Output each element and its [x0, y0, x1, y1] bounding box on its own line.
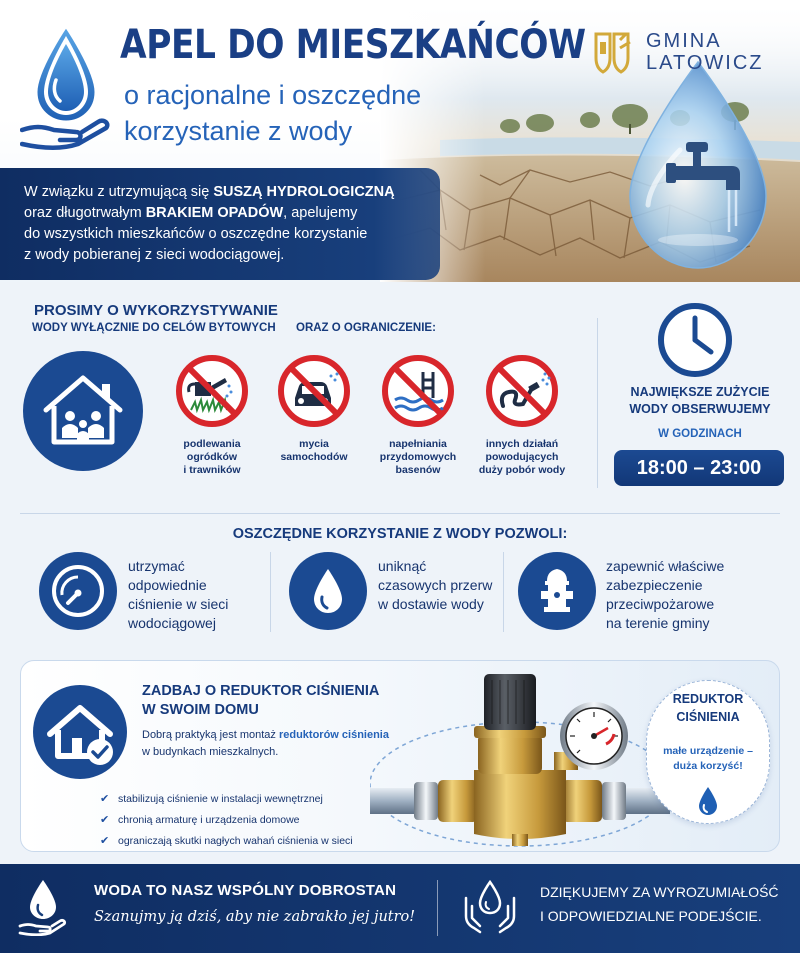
- page-subtitle: o racjonalne i oszczędne: [124, 80, 422, 110]
- intro-line1: W związku z utrzymującą się SUSZĄ HYDROLOGICZNĄ: [24, 184, 395, 200]
- water-drop-hand-icon: [20, 22, 112, 150]
- pressure-reducer-valve-illustration: [370, 664, 670, 852]
- peak-hours-badge: 18:00 – 23:00: [614, 450, 784, 486]
- intro-line2: oraz długotrwałym BRAKIEM OPADÓW, apelujemy: [24, 205, 358, 221]
- pool-icon: [381, 354, 455, 428]
- fire-hydrant-icon: [517, 551, 597, 631]
- reducer-title: ZADBAJ O REDUKTOR CIŚNIENIA W SWOIM DOMU: [142, 683, 380, 718]
- restriction-title: ORAZ O OGRANICZENIE:: [296, 322, 436, 334]
- logo-text-line1: GMINA: [646, 30, 722, 52]
- footer-slogan: WODA TO NASZ WSPÓLNY DOBROSTAN: [94, 882, 397, 899]
- intro-line3: do wszystkich mieszkańców o oszczędne korzystanie: [24, 226, 368, 242]
- benefit-text: zapewnić właściwe zabezpieczenie przeciwpożarowe na terenie gminy: [606, 558, 725, 631]
- clock-icon: [655, 300, 735, 380]
- restriction-label: napełniania przydomowych basenów: [379, 438, 457, 476]
- restriction-label: mycia samochodów: [280, 438, 348, 463]
- restriction-label: innych działań powodujących duży pobór wody: [478, 438, 566, 476]
- usage-title: PROSIMY O WYKORZYSTYWANIE: [34, 302, 278, 319]
- list-item: ✔ stabilizują ciśnienie w instalacji wewnętrznej: [100, 789, 353, 810]
- intro-line4: z wody pobieranej z sieci wodociągowej.: [24, 247, 285, 263]
- check-icon: ✔: [100, 814, 110, 826]
- page-subtitle: korzystanie z wody: [124, 116, 353, 146]
- logo-text-line2: LATOWICZ: [646, 52, 764, 74]
- water-drop-hand-icon: [18, 878, 68, 936]
- water-drop-icon: [288, 551, 368, 631]
- house-check-icon: [32, 684, 128, 780]
- header-section: [0, 0, 800, 282]
- divider: [437, 880, 438, 936]
- footer-thanks: DZIĘKUJEMY ZA WYROZUMIAŁOŚĆ: [540, 884, 779, 900]
- list-item: ✔ chronią armaturę i urządzenia domowe: [100, 810, 353, 831]
- coat-of-arms-icon: [590, 28, 640, 74]
- municipality-logo: [590, 28, 780, 78]
- intro-panel: [0, 168, 440, 280]
- restriction-label: podlewania ogródków i trawników: [183, 438, 241, 476]
- page-title: APEL DO MIESZKAŃCÓW: [120, 22, 586, 68]
- check-icon: ✔: [100, 835, 110, 847]
- list-item: ✔ ograniczają skutki nagłych wahań ciśnienia w sieci: [100, 831, 353, 852]
- watering-can-icon: [175, 354, 249, 428]
- divider: [270, 552, 271, 632]
- pressure-gauge-icon: [38, 551, 118, 631]
- water-drop-icon: [697, 786, 719, 816]
- hose-icon: [485, 354, 559, 428]
- benefits-title: OSZCZĘDNE KORZYSTANIE Z WODY POZWOLI:: [232, 526, 568, 542]
- divider: [503, 552, 504, 632]
- usage-subtitle: WODY WYŁĄCZNIE DO CELÓW BYTOWYCH: [32, 322, 276, 334]
- family-house-icon: [22, 350, 144, 472]
- benefit-text: utrzymać odpowiednie ciśnienie w sieci wodociągowej: [128, 558, 229, 631]
- divider: [597, 318, 598, 488]
- benefit-text: uniknąć czasowych przerw w dostawie wody: [378, 558, 493, 612]
- reducer-description: Dobrą praktyką jest montaż reduktorów ciśnienia w budynkach mieszkalnych.: [142, 729, 389, 758]
- footer-thanks: I ODPOWIEDZIALNE PODEJŚCIE.: [540, 908, 762, 924]
- reducer-badge-title: REDUKTOR CIŚNIENIA: [672, 692, 744, 724]
- car-wash-icon: [277, 354, 351, 428]
- check-icon: ✔: [100, 793, 110, 805]
- peak-usage-text: NAJWIĘKSZE ZUŻYCIE WODY OBSERWUJEMY: [629, 385, 771, 416]
- reducer-badge-subtitle: małe urządzenie – duża korzyść!: [663, 745, 753, 772]
- peak-usage-hours-label: W GODZINACH: [658, 428, 742, 440]
- reducer-benefit-list: [100, 789, 353, 852]
- divider: [20, 513, 780, 514]
- footer-tagline: Szanujmy ją dziś, aby nie zabrakło jej jutro!: [94, 909, 416, 925]
- hands-water-drop-icon: [462, 876, 518, 936]
